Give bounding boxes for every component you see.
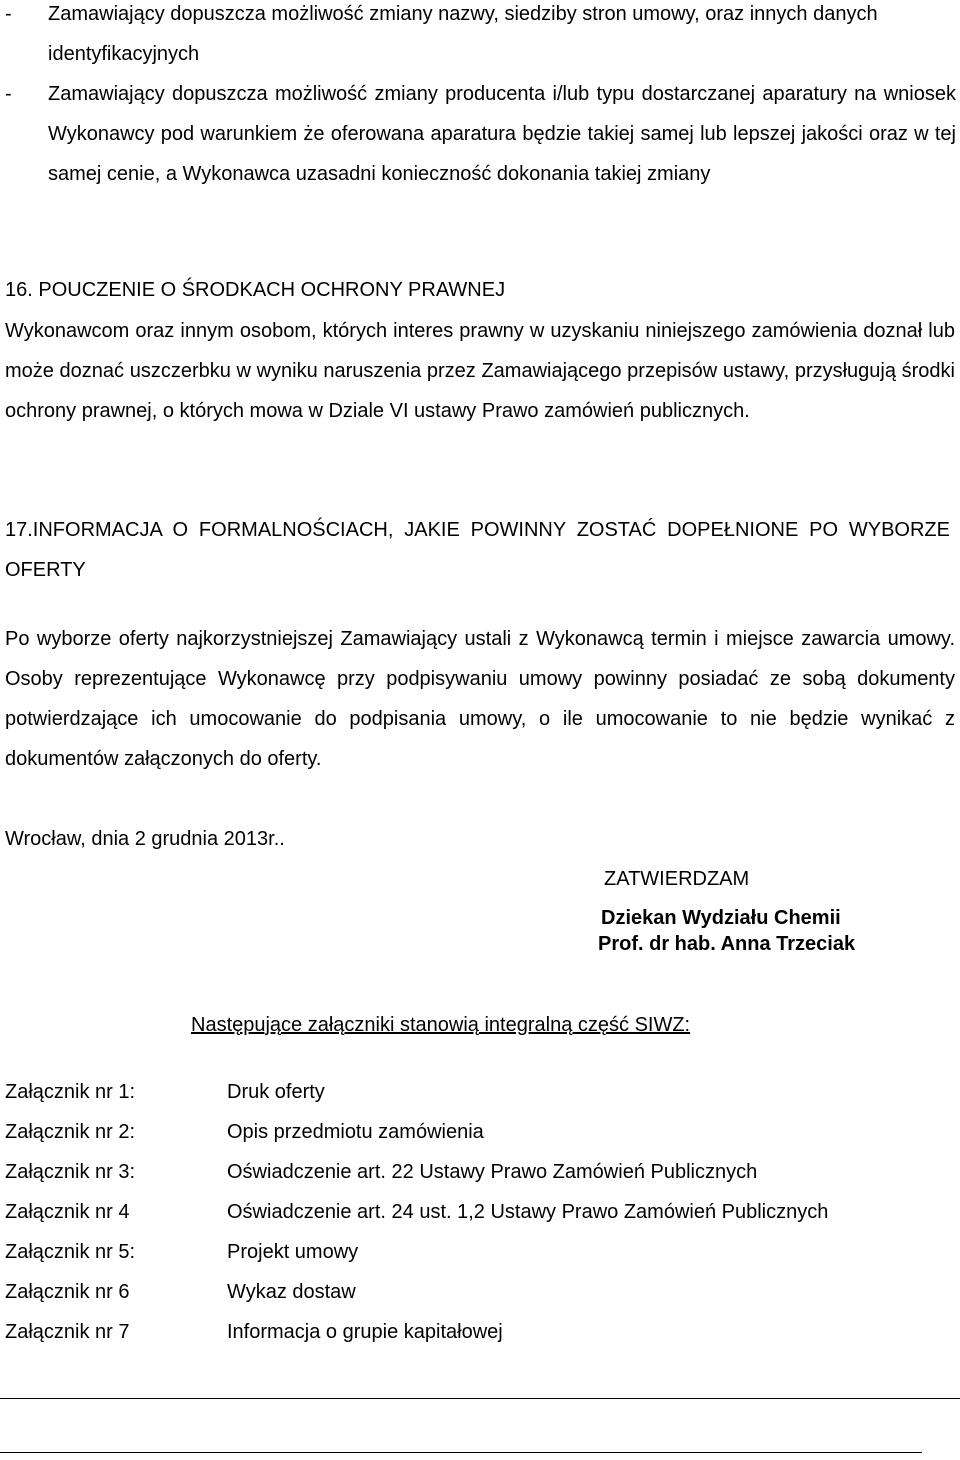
place-date: Wrocław, dnia 2 grudnia 2013r.. <box>5 828 285 850</box>
footnote-line <box>0 1452 922 1453</box>
bullet-dash: - <box>5 3 12 25</box>
section-17-body: Po wyborze oferty najkorzystniejszej Zamawiający ustali z Wykonawcą termin i miejsce zawarcia umowy. Osoby reprezentujące Wykonawcę przy podpisywaniu umowy powinny posiadać ze sobą dokumenty potwierdzające ich umocowanie do podpisania umowy, o ile umocowanie to nie będzie wynikać z dokumentów załączonych do oferty. <box>5 628 955 770</box>
attachments-heading: Następujące załączniki stanowią integralną część SIWZ: <box>191 1014 691 1036</box>
attachment-label: Załącznik nr 7 <box>5 1321 130 1343</box>
bullet-dash: - <box>5 83 12 105</box>
attachment-description: Projekt umowy <box>227 1241 359 1263</box>
bullet-item-name-change: Zamawiający dopuszcza możliwość zmiany nazwy, siedziby stron umowy, oraz innych danych identyfikacyjnych <box>48 3 878 65</box>
attachment-label: Załącznik nr 3: <box>5 1161 136 1183</box>
attachment-description: Oświadczenie art. 22 Ustawy Prawo Zamówień Publicznych <box>227 1161 758 1183</box>
approval-label: ZATWIERDZAM <box>604 868 750 890</box>
list-item <box>5 1280 955 1320</box>
attachment-description: Oświadczenie art. 24 ust. 1,2 Ustawy Prawo Zamówień Publicznych <box>227 1201 829 1223</box>
list-item <box>5 1240 955 1280</box>
list-item <box>5 1120 955 1160</box>
list-item <box>5 1320 955 1360</box>
section-16-heading: 16. POUCZENIE O ŚRODKACH OCHRONY PRAWNEJ <box>5 279 506 301</box>
attachment-label: Załącznik nr 4 <box>5 1201 130 1223</box>
attachment-description: Druk oferty <box>227 1081 325 1103</box>
list-item <box>5 1200 955 1240</box>
attachment-label: Załącznik nr 1: <box>5 1081 136 1103</box>
footer-divider <box>0 1398 960 1399</box>
attachment-description: Wykaz dostaw <box>227 1281 356 1303</box>
section-16-body: Wykonawcom oraz innym osobom, których interes prawny w uzyskaniu niniejszego zamówienia doznał lub może doznać uszczerbku w wyniku naruszenia przez Zamawiającego przepisów ustawy, przysługują środki ochrony prawnej, o których mowa w Dziale VI ustawy Prawo zamówień publicznych. <box>5 320 955 422</box>
approval-title: Dziekan Wydziału Chemii <box>601 907 841 929</box>
section-17-heading: 17.INFORMACJA O FORMALNOŚCIACH, JAKIE POWINNY ZOSTAĆ DOPEŁNIONE PO WYBORZE OFERTY <box>5 519 950 581</box>
bullet-item-apparatus-change: Zamawiający dopuszcza możliwość zmiany producenta i/lub typu dostarczanej aparatury na wniosek Wykonawcy pod warunkiem że oferowana aparatura będzie takiej samej lub lepszej jakości oraz w tej samej cenie, a Wykonawca uzasadni konieczność dokonania takiej zmiany <box>48 83 956 185</box>
attachment-label: Załącznik nr 6 <box>5 1281 130 1303</box>
attachment-description: Informacja o grupie kapitałowej <box>227 1321 503 1343</box>
attachment-label: Załącznik nr 2: <box>5 1121 136 1143</box>
list-item <box>5 1160 955 1200</box>
attachment-description: Opis przedmiotu zamówienia <box>227 1121 484 1143</box>
approval-name: Prof. dr hab. Anna Trzeciak <box>598 933 856 955</box>
list-item <box>5 1080 955 1120</box>
attachment-label: Załącznik nr 5: <box>5 1241 136 1263</box>
